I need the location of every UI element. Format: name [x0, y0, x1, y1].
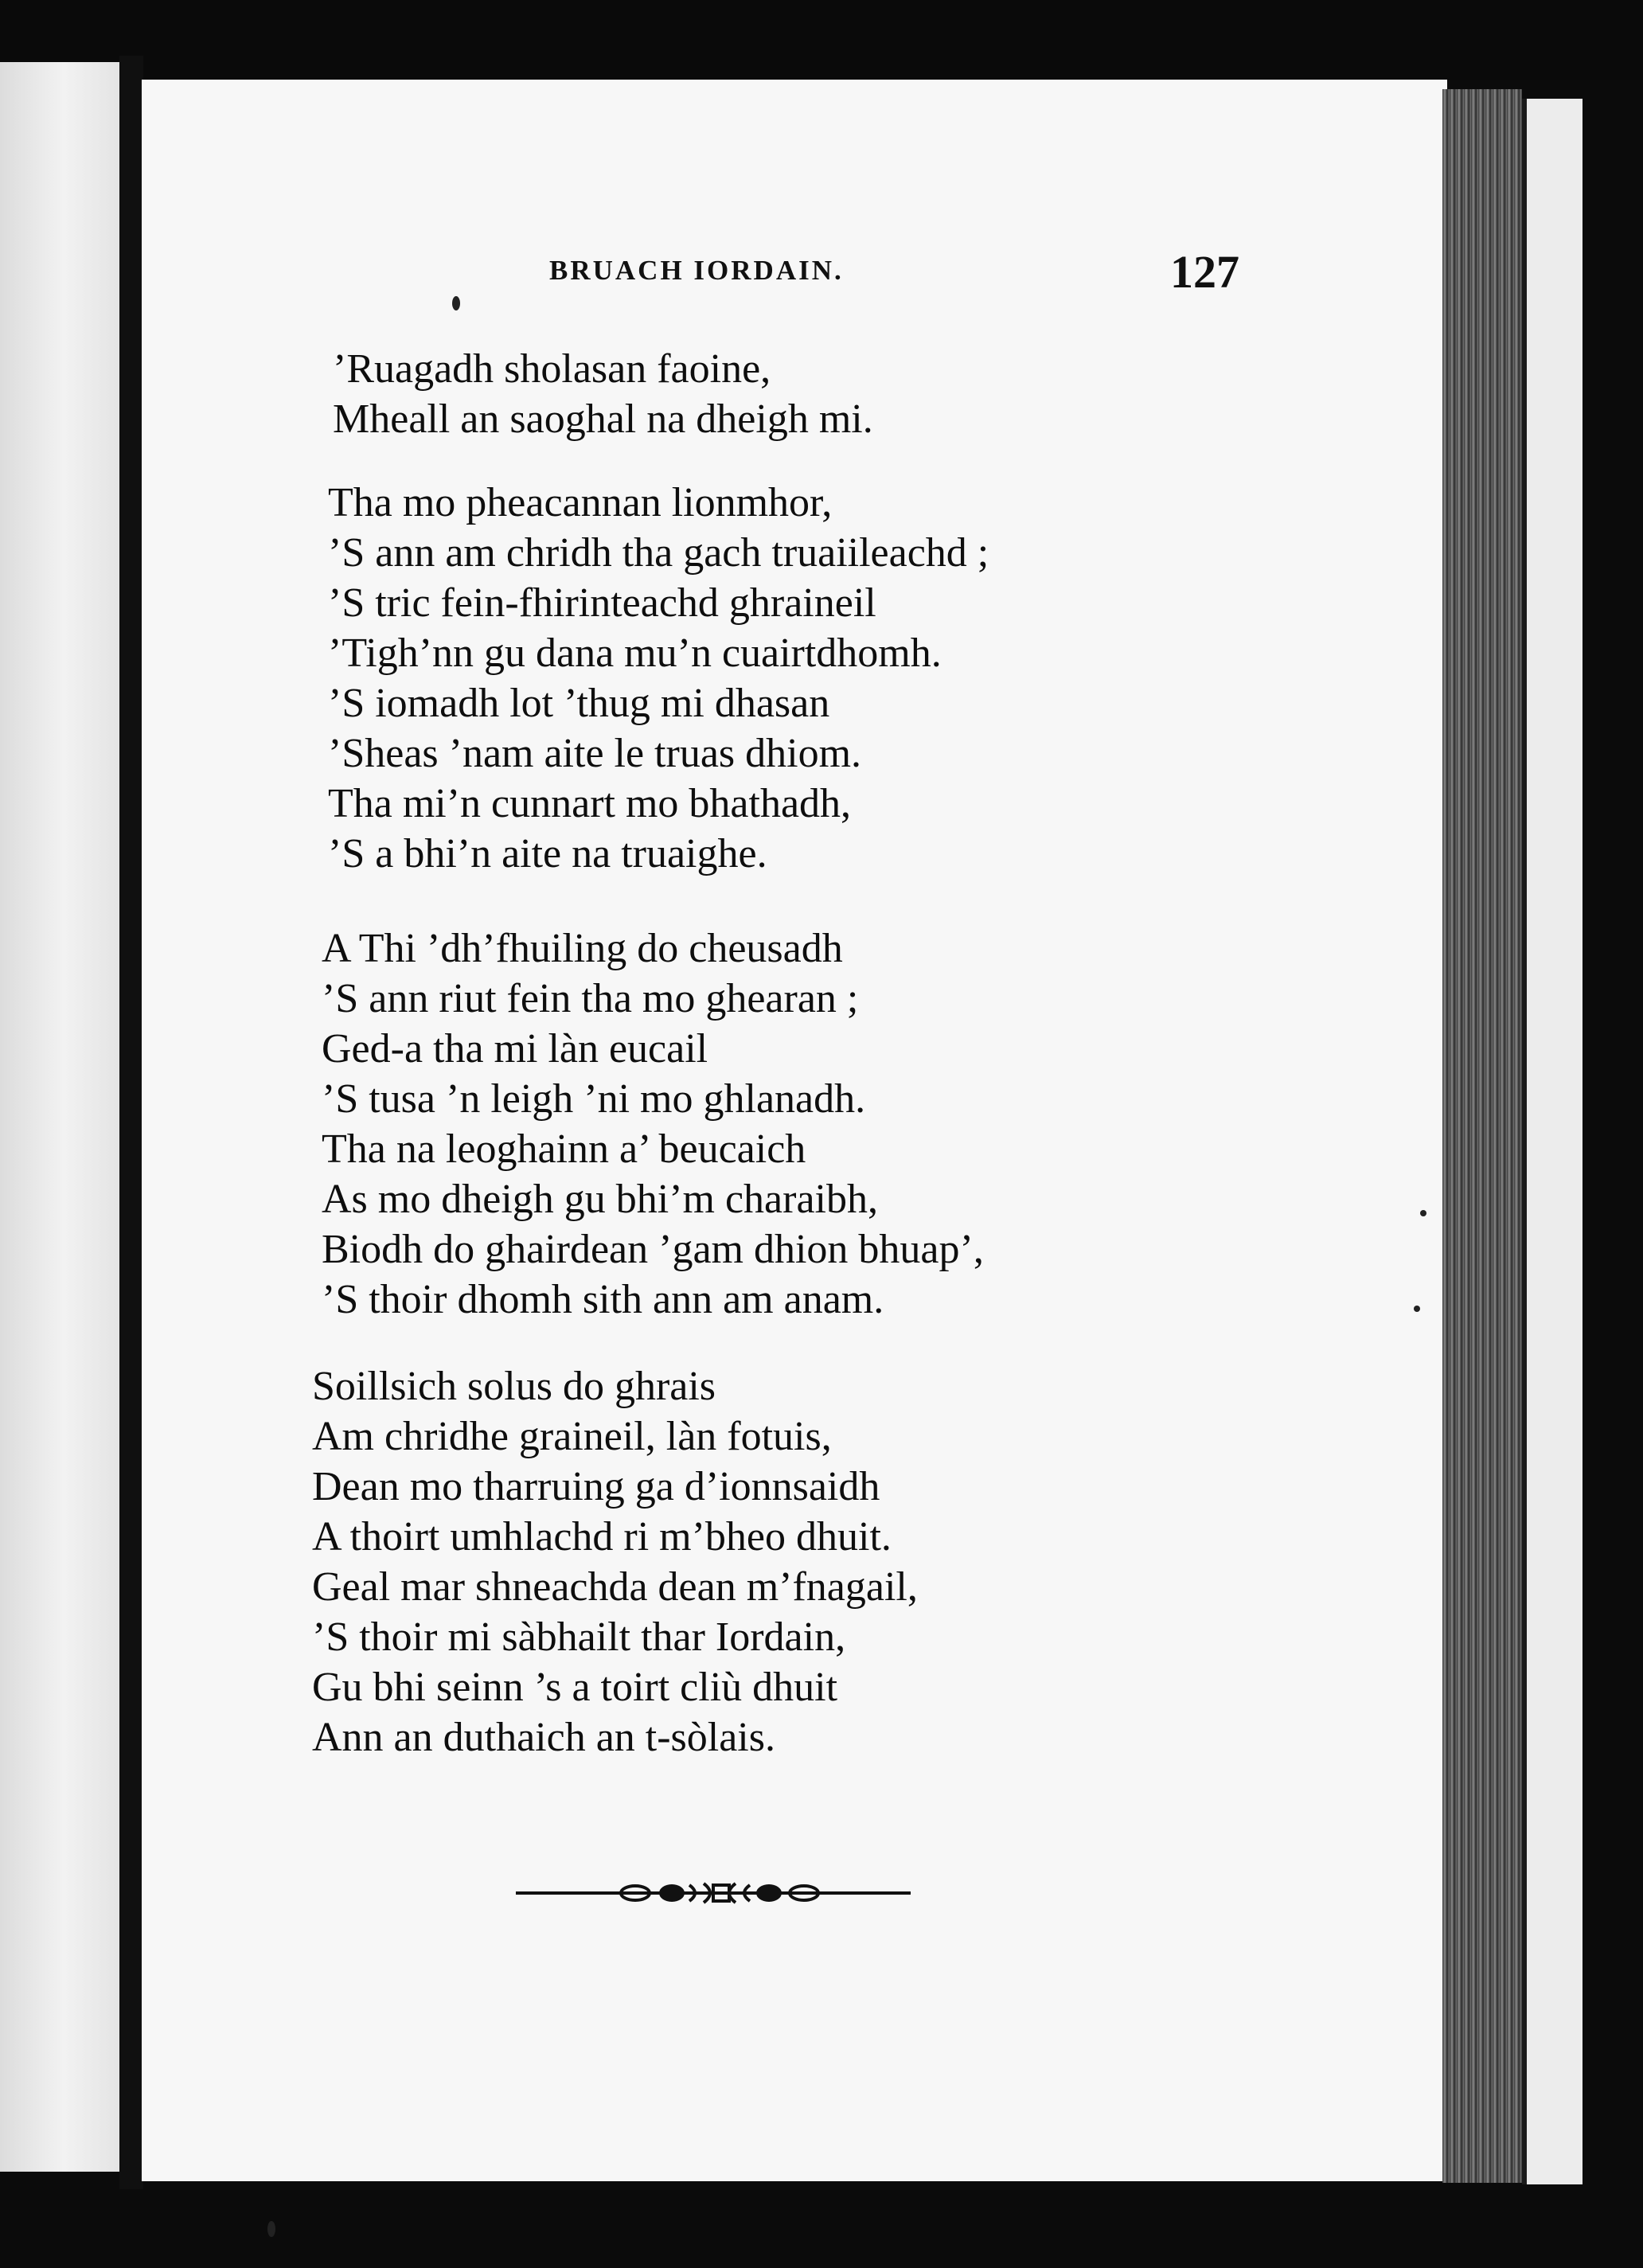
poem-line: Biodh do ghairdean ’gam dhion bhuap’,	[322, 1227, 984, 1272]
poem-line: ’S thoir mi sàbhailt thar Iordain,	[312, 1614, 846, 1660]
facing-page-edge	[0, 62, 127, 2172]
stanza	[333, 344, 873, 444]
poem-line: Geal mar shneachda dean m’fnagail,	[312, 1564, 918, 1610]
poem-line: A Thi ’dh’fhuiling do cheusadh	[322, 926, 843, 971]
poem-line: ’S ann am chridh tha gach truaiileachd ;	[328, 530, 989, 576]
page-block-edges	[1442, 89, 1522, 2183]
poem-line: Ann an duthaich an t-sòlais.	[312, 1715, 775, 1760]
stanza	[322, 923, 984, 1325]
poem-line: Dean mo tharruing ga d’ionnsaidh	[312, 1464, 880, 1509]
poem-line: Tha na leoghainn a’ beucaich	[322, 1126, 806, 1172]
poem-line: ’Sheas ’nam aite le truas dhiom.	[328, 731, 862, 776]
poem-line: ’Tigh’nn gu dana mu’n cuairtdhomh.	[328, 630, 942, 676]
scan-border	[0, 0, 1643, 80]
poem-line: ’S ann riut fein tha mo ghearan ;	[322, 976, 859, 1021]
poem-line: Am chridhe graineil, làn fotuis,	[312, 1414, 832, 1459]
poem-line: Ged-a tha mi làn eucail	[322, 1026, 708, 1072]
poem-line: ’Ruagadh sholasan faoine,	[333, 346, 771, 392]
stanza	[312, 1361, 918, 1762]
poem-line: Tha mo pheacannan lionmhor,	[328, 480, 833, 525]
back-cover-edge	[1522, 99, 1583, 2184]
ink-speck	[452, 296, 460, 310]
poem-line: ’S tusa ’n leigh ’ni mo ghlanadh.	[322, 1076, 866, 1122]
running-head: BRUACH IORDAIN.	[549, 255, 844, 286]
page-number: 127	[1170, 246, 1239, 298]
ornament-tailpiece	[516, 1879, 911, 1907]
poem-line: Soillsich solus do ghrais	[312, 1364, 716, 1409]
poem-line: ’S tric fein-fhirinteachd ghraineil	[328, 580, 876, 626]
gutter-shadow	[119, 56, 143, 2189]
ink-speck	[1414, 1306, 1420, 1312]
poem-line: Mheall an saoghal na dheigh mi.	[333, 396, 873, 442]
poem-line: As mo dheigh gu bhi’m charaibh,	[322, 1177, 878, 1222]
ink-speck	[1420, 1210, 1426, 1216]
poem-line: A thoirt umhlachd ri m’bheo dhuit.	[312, 1514, 892, 1559]
poem-line: ’S iomadh lot ’thug mi dhasan	[328, 681, 830, 726]
poem-line: Gu bhi seinn ’s a toirt cliù dhuit	[312, 1665, 838, 1710]
poem-line: Tha mi’n cunnart mo bhathadh,	[328, 781, 852, 826]
stanza	[328, 478, 989, 879]
poem-line: ’S thoir dhomh sith ann am anam.	[322, 1277, 884, 1322]
poem-line: ’S a bhi’n aite na truaighe.	[328, 831, 767, 876]
ink-speck	[267, 2221, 275, 2237]
